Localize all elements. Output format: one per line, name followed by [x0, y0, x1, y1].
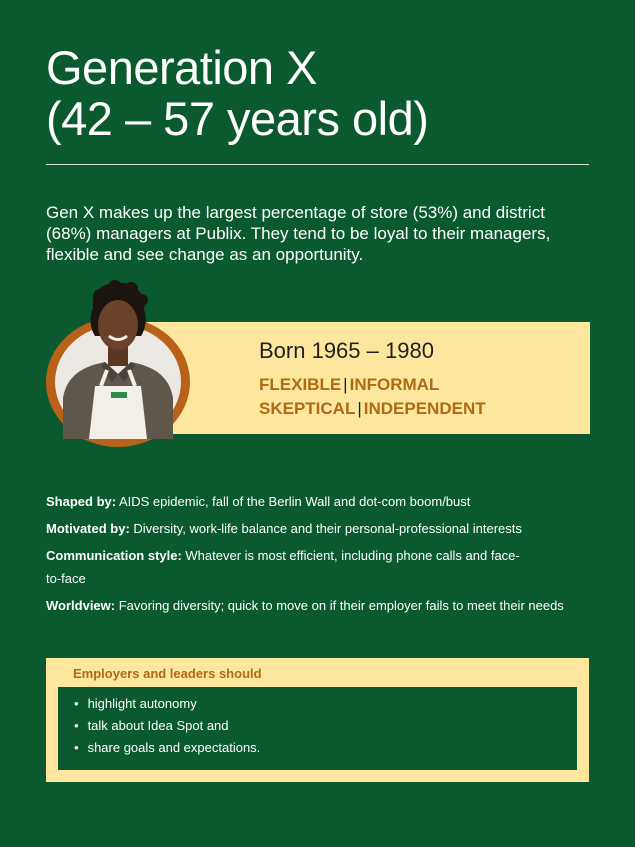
detail-text: AIDS epidemic, fall of the Berlin Wall and dot-com boom/bust — [116, 494, 471, 509]
page-title — [46, 42, 428, 144]
detail-text: Whatever is most efficient, including phone calls and face-to-face — [46, 548, 520, 586]
callout-list — [74, 693, 260, 759]
traits — [259, 373, 486, 421]
list-item: • share goals and expectations. — [74, 737, 260, 759]
detail-label: Communication style: — [46, 548, 182, 563]
trait-separator: | — [357, 399, 362, 418]
callout-heading: Employers and leaders should — [73, 666, 262, 681]
detail-label: Shaped by: — [46, 494, 117, 509]
title-line-2: (42 – 57 years old) — [46, 92, 429, 145]
details-list — [46, 490, 606, 621]
born-range: Born 1965 – 1980 — [259, 338, 434, 363]
detail-motivated-by — [46, 517, 606, 540]
divider — [46, 164, 589, 165]
detail-communication-style — [46, 544, 526, 590]
trait-skeptical: SKEPTICAL — [259, 399, 356, 418]
detail-text: Favoring diversity; quick to move on if their employer fails to meet their needs — [115, 598, 564, 613]
avatar — [55, 278, 181, 439]
detail-label: Motivated by: — [46, 521, 130, 536]
trait-independent: INDEPENDENT — [363, 399, 486, 418]
detail-label: Worldview: — [46, 598, 116, 613]
title-line-1: Generation X — [46, 41, 317, 94]
trait-separator: | — [343, 375, 348, 394]
intro-paragraph: Gen X makes up the largest percentage of store (53%) and district (68%) managers at Publix. They tend to be loyal to their managers, flexible and see change as an opportunity. — [46, 203, 551, 264]
detail-worldview — [46, 594, 566, 617]
trait-informal: INFORMAL — [349, 375, 440, 394]
detail-shaped-by — [46, 490, 606, 513]
detail-text: Diversity, work-life balance and their personal-professional interests — [129, 521, 522, 536]
trait-flexible: FLEXIBLE — [259, 375, 342, 394]
list-item: • talk about Idea Spot and — [74, 715, 260, 737]
list-item: • highlight autonomy — [74, 693, 260, 715]
